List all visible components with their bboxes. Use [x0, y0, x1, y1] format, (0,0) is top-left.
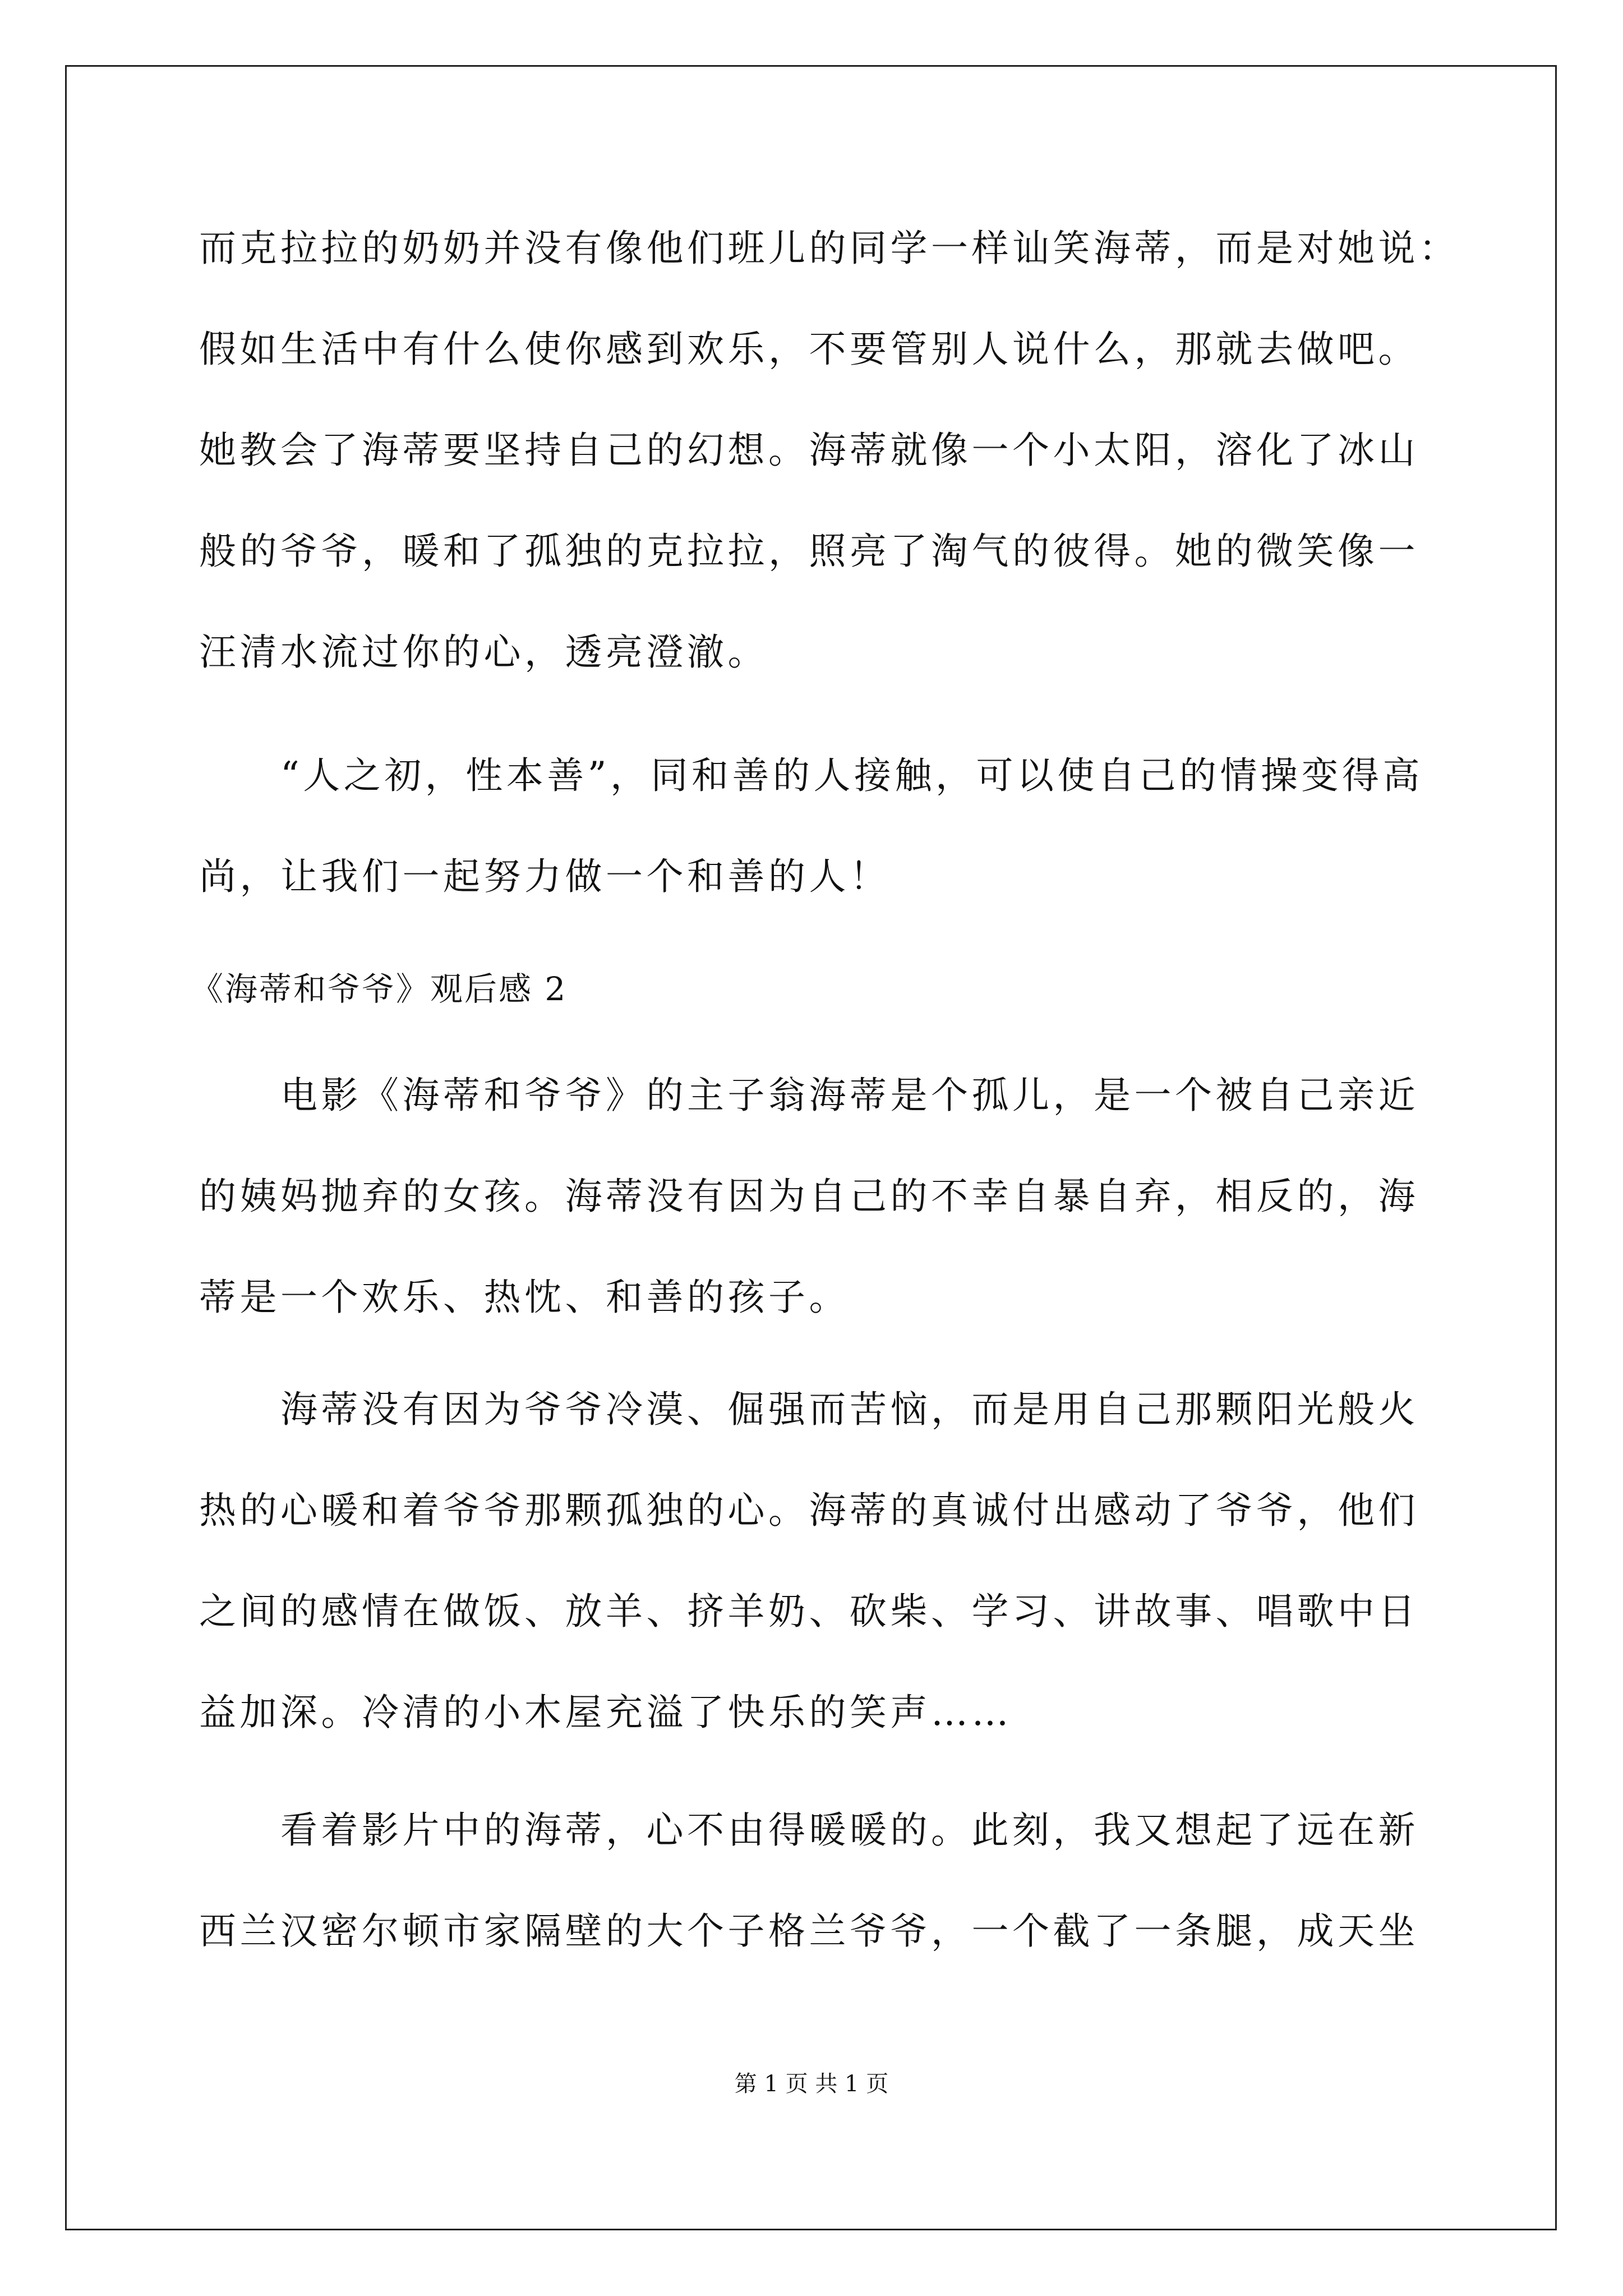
text-line: 益加深。冷清的小木屋充溢了快乐的笑声……	[199, 1691, 1012, 1734]
text-line: 的姨妈抛弃的女孩。海蒂没有因为自己的不幸自暴自弃，相反的，海	[199, 1175, 1419, 1218]
text-line: 她教会了海蒂要坚持自己的幻想。海蒂就像一个小太阳，溶化了冰山	[199, 429, 1419, 472]
page-frame	[65, 65, 1557, 2230]
text-line: 热的心暖和着爷爷那颗孤独的心。海蒂的真诚付出感动了爷爷，他们	[199, 1489, 1419, 1532]
text-line: 而克拉拉的奶奶并没有像他们班儿的同学一样讪笑海蒂，而是对她说：	[199, 227, 1460, 270]
text-line: 海蒂没有因为爷爷冷漠、倔强而苦恼，而是用自己那颗阳光般火	[280, 1388, 1419, 1431]
text-line: 汪清水流过你的心，透亮澄澈。	[199, 631, 768, 674]
page-footer: 第 1 页 共 1 页	[734, 2071, 889, 2097]
text-line: 般的爷爷，暖和了孤独的克拉拉，照亮了淘气的彼得。她的微笑像一	[199, 530, 1419, 573]
section-heading: 《海蒂和爷爷》观后感 2	[191, 970, 568, 1008]
text-line: “人之初，性本善”，同和善的人接触，可以使自己的情操变得高	[280, 754, 1423, 797]
text-line: 看着影片中的海蒂，心不由得暖暖的。此刻，我又想起了远在新	[280, 1809, 1419, 1852]
text-line: 蒂是一个欢乐、热忱、和善的孩子。	[199, 1276, 850, 1319]
text-line: 尚，让我们一起努力做一个和善的人！	[199, 855, 891, 898]
text-line: 之间的感情在做饭、放羊、挤羊奶、砍柴、学习、讲故事、唱歌中日	[199, 1590, 1419, 1633]
text-line: 电影《海蒂和爷爷》的主子翁海蒂是个孤儿，是一个被自己亲近	[280, 1074, 1419, 1117]
text-line: 西兰汉密尔顿市家隔壁的大个子格兰爷爷，一个截了一条腿，成天坐	[199, 1910, 1419, 1953]
text-line: 假如生活中有什么使你感到欢乐，不要管别人说什么，那就去做吧。	[199, 328, 1419, 371]
